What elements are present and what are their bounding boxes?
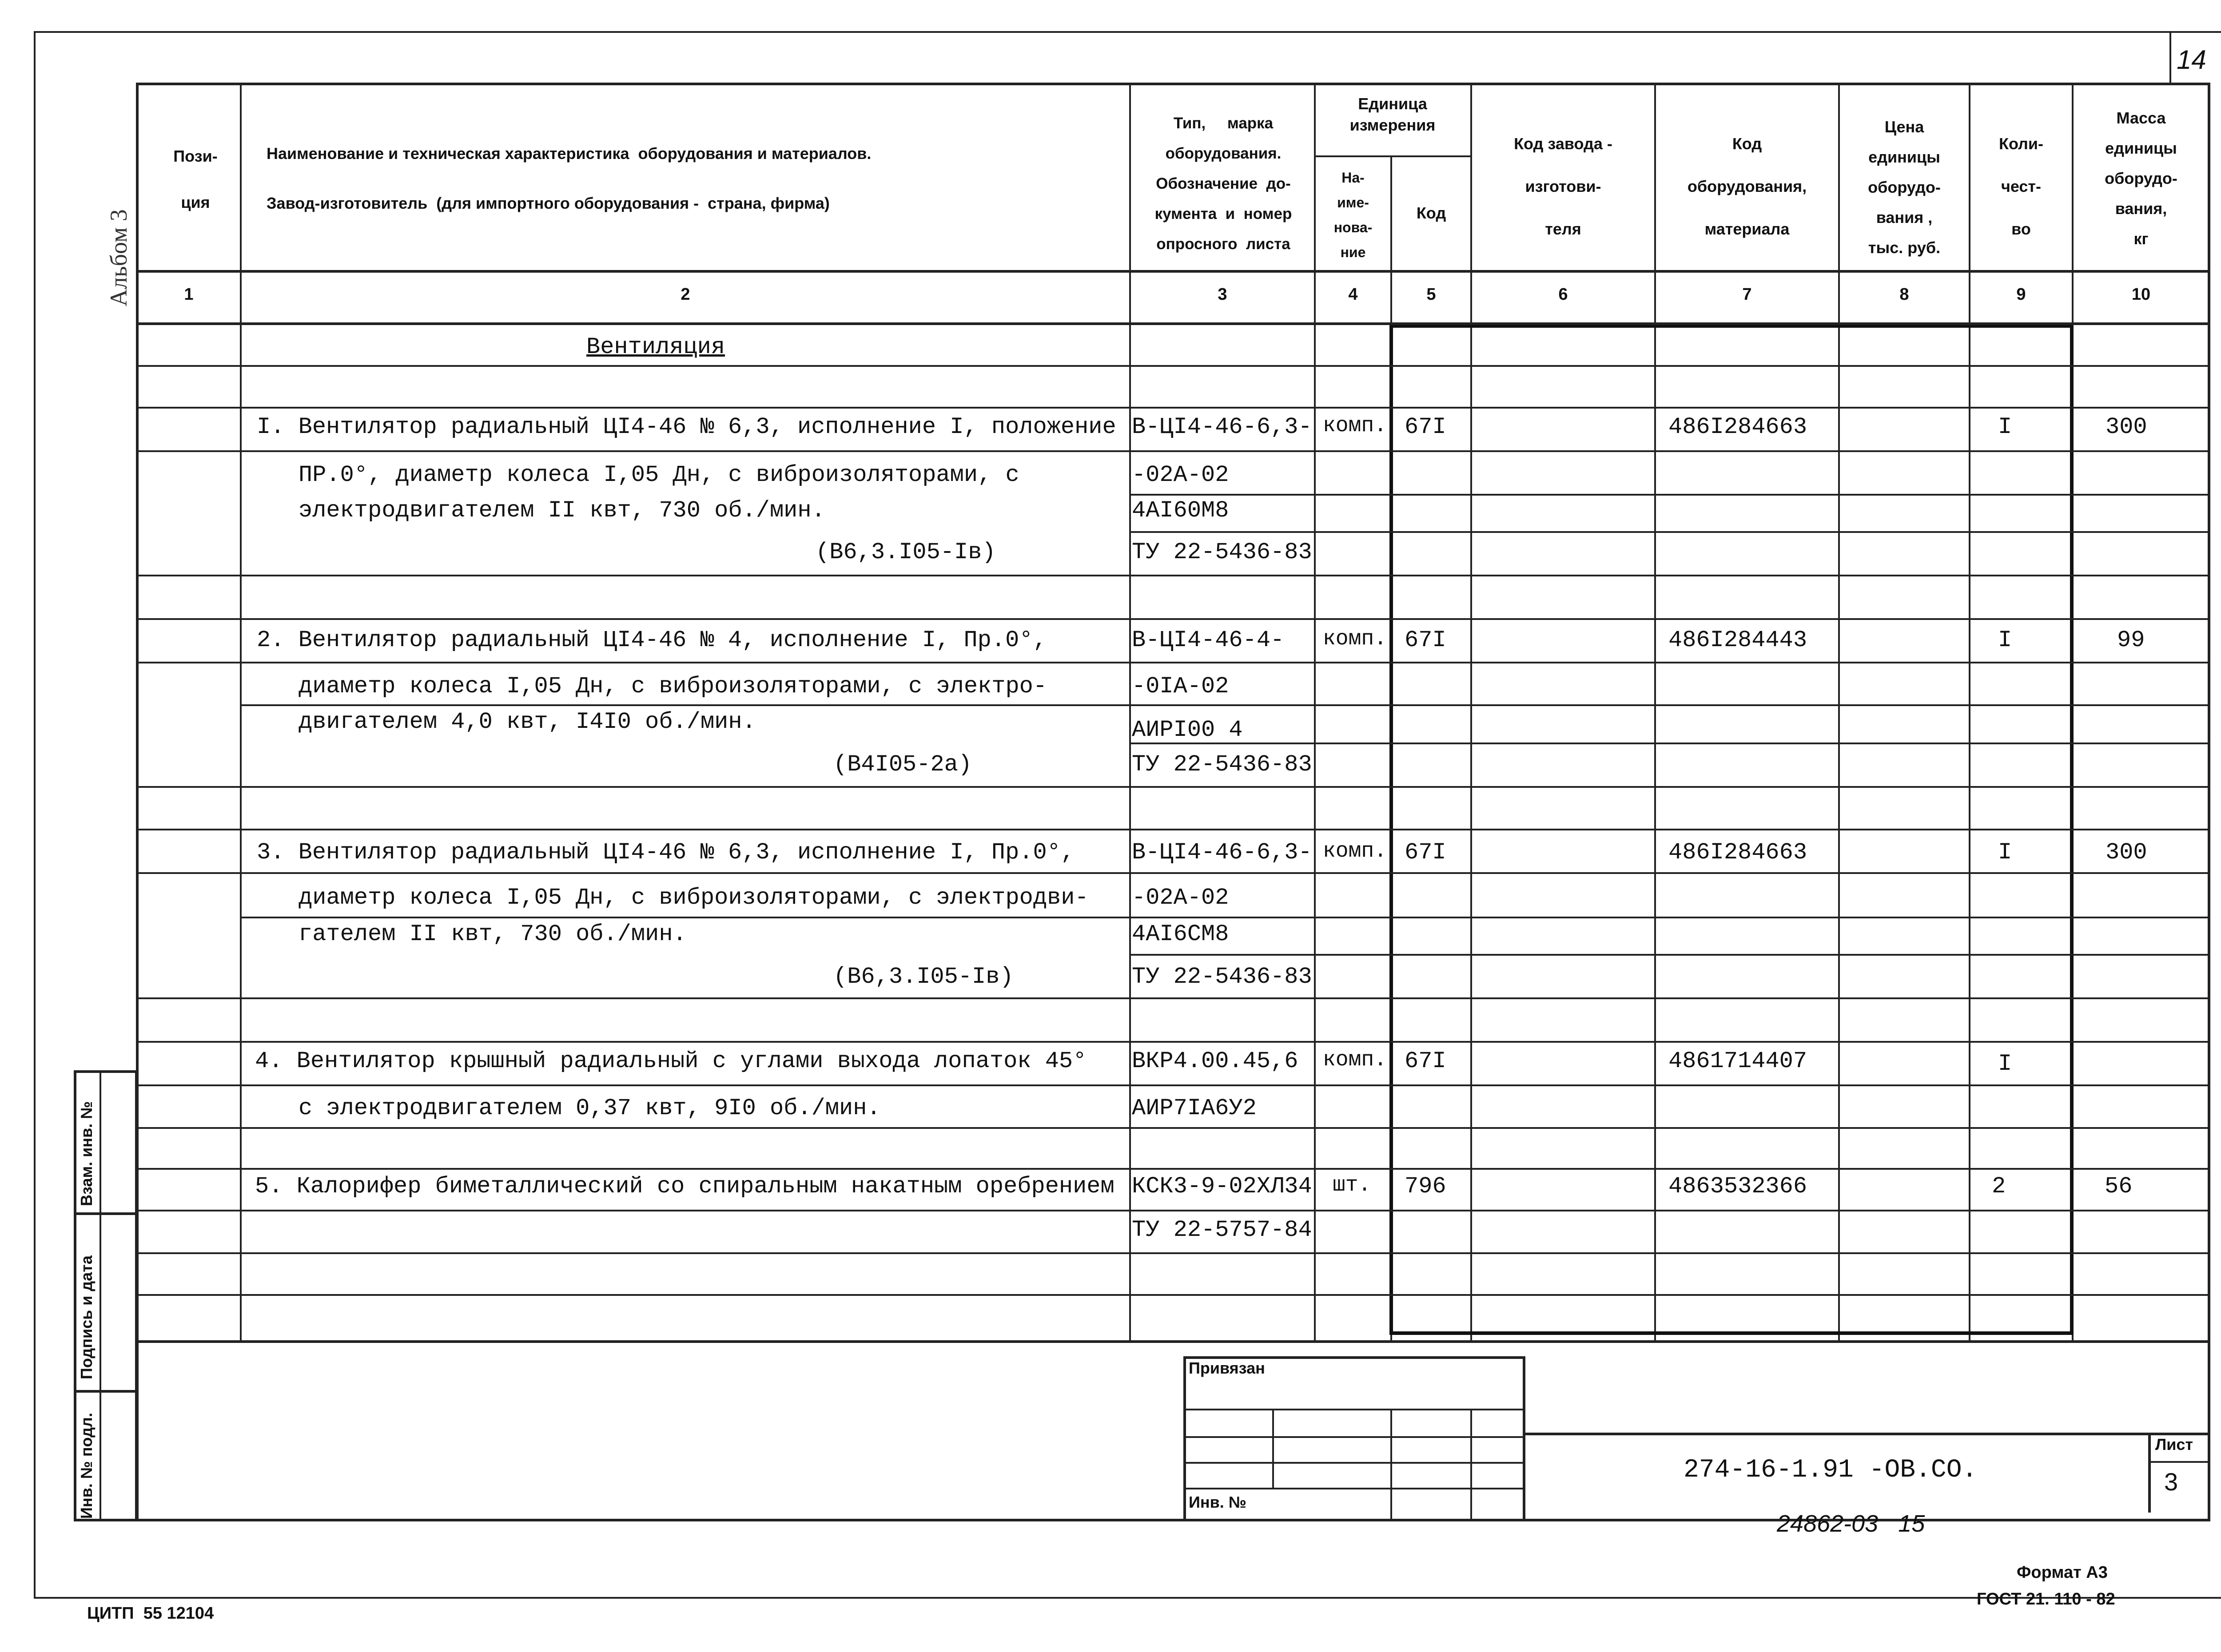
row-1-qty: I [1998,414,2012,440]
row-2c-name: двигателем 4,0 квт, I4I0 об./мин. [299,709,756,735]
row-1-type: В-ЦI4-46-6,3- [1132,414,1312,440]
side-stamp-vzam: Взам. инв. № [77,1101,96,1206]
row-3d-type: ТУ 22-5436-83 [1132,964,1312,990]
header-price: Цена единицы оборудо- вания , тыс. руб. [1868,118,1941,257]
row-1-unit: комп. [1323,414,1387,438]
row-3b-type: -02А-02 [1132,885,1229,911]
list-number: 3 [2164,1468,2178,1496]
row-4-name: 4. Вентилятор крышный радиальный с углами выхода лопаток 45° [255,1048,1087,1074]
row-4-code: 67I [1405,1048,1446,1074]
row-2-code: 67I [1405,627,1446,653]
header-unit-code: Код [1416,204,1446,222]
header-mass: Масса единицы оборудо- вания, кг [2105,109,2177,248]
footer-format: Формат А3 [2017,1563,2108,1582]
col-num-7: 7 [1742,285,1752,304]
row-3c-name: гателем II квт, 730 об./мин. [299,921,687,947]
col-num-9: 9 [2016,285,2026,304]
row-3c-type: 4АI6СМ8 [1132,921,1229,947]
row-1-mass: 300 [2106,414,2147,440]
row-5-mass: 56 [2105,1173,2133,1199]
row-5-type: КСК3-9-02ХЛ34 [1132,1173,1312,1199]
handwritten-number: 24862-03 15 [1777,1510,1925,1537]
row-2c-type: АИРI00 4 [1132,717,1243,743]
row-1-code: 67I [1405,414,1446,440]
row-5-name: 5. Калорифер биметаллический со спиральным накатным оребрением [255,1173,1114,1199]
row-3-qty: I [1998,839,2012,866]
inv-no-label: Инв. № [1189,1493,1246,1511]
row-2b-name: диаметр колеса I,05 Дн, с виброизоляторами, с электро- [299,673,1047,699]
row-3d-name: (В6,3.I05-Iв) [833,964,1014,990]
col-num-2: 2 [681,285,690,304]
header-name: Наименование и техническая характеристика оборудования и материалов. Завод-изготовитель (для импортного оборудования - страна, фирма) [267,144,872,212]
col-num-1: 1 [184,285,194,304]
col-num-5: 5 [1426,285,1436,304]
row-1d-name: (В6,3.I05-Iв) [816,539,996,565]
row-4-qty: I [1998,1051,2012,1077]
row-2-mass: 99 [2117,627,2145,653]
privyazan-label: Привязан [1189,1359,1265,1377]
document-code: 274-16-1.91 -ОВ.СО. [1684,1456,1978,1485]
row-2-type: В-ЦI4-46-4- [1132,627,1285,653]
header-equipment-code: Код оборудования, материала [1687,135,1807,238]
side-stamp-inv: Инв. № подл. [77,1413,96,1519]
col-num-6: 6 [1558,285,1568,304]
row-1-equip-code: 486I284663 [1668,414,1807,440]
row-3-name: 3. Вентилятор радиальный ЦI4-46 № 6,3, исполнение I, Пр.0°, [257,839,1075,866]
row-4-type: ВКР4.00.45,6 [1132,1048,1298,1074]
row-3-code: 67I [1405,839,1446,866]
row-5b-type: ТУ 22-5757-84 [1132,1217,1312,1243]
row-4b-type: АИР7IА6У2 [1132,1095,1257,1121]
row-3-equip-code: 486I284663 [1668,839,1807,866]
row-5-unit: шт. [1333,1173,1371,1197]
row-4-equip-code: 4861714407 [1668,1048,1807,1074]
row-1b-type: -02А-02 [1132,462,1229,488]
side-stamp-podpis: Подпись и дата [77,1255,96,1379]
header-type: Тип, марка оборудования. Обозначение до- кумента и номер опросного листа [1154,115,1292,253]
footer-gost: ГОСТ 21. 110 - 82 [1977,1590,2115,1608]
row-3-type: В-ЦI4-46-6,3- [1132,839,1312,866]
row-3-mass: 300 [2106,839,2147,866]
section-title: Вентиляция [586,334,725,360]
header-quantity: Коли- чест- во [1998,135,2044,238]
row-5-qty: 2 [1992,1173,2006,1199]
album-label: Альбом 3 [105,209,132,306]
col-num-4: 4 [1348,285,1358,304]
row-4-unit: комп. [1323,1048,1387,1072]
row-2d-name: (В4I05-2а) [833,751,972,778]
row-1-name: I. Вентилятор радиальный ЦI4-46 № 6,3, исполнение I, положение [257,414,1116,440]
header-position: Пози- ция [173,147,218,211]
list-label: Лист [2155,1435,2193,1453]
row-5-code: 796 [1405,1173,1446,1199]
row-2d-type: ТУ 22-5436-83 [1132,751,1312,778]
row-2-name: 2. Вентилятор радиальный ЦI4-46 № 4, исполнение I, Пр.0°, [257,627,1047,653]
row-4b-name: с электродвигателем 0,37 квт, 9I0 об./мин. [299,1095,881,1121]
row-3b-name: диаметр колеса I,05 Дн, с виброизоляторами, с электродви- [299,885,1089,911]
row-5-equip-code: 4863532366 [1668,1173,1807,1199]
row-1c-type: 4АI60М8 [1132,497,1229,524]
header-unit-group: Единица измерения [1349,95,1436,134]
row-2-unit: комп. [1323,627,1387,651]
col-num-8: 8 [1899,285,1909,304]
corner-sheet-number: 14 [2177,45,2206,75]
row-1d-type: ТУ 22-5436-83 [1132,539,1312,565]
header-unit-name: На- име- нова- ние [1333,170,1373,260]
row-2-qty: I [1998,627,2012,653]
col-num-10: 10 [2131,285,2151,304]
row-1b-name: ПР.0°, диаметр колеса I,05 Дн, с виброизоляторами, с [299,462,1019,488]
row-2-equip-code: 486I284443 [1668,627,1807,653]
row-2b-type: -0IА-02 [1132,673,1229,699]
footer-org: ЦИТП 55 12104 [87,1604,214,1623]
row-3-unit: комп. [1323,839,1387,863]
header-plant-code: Код завода - изготови- теля [1514,135,1612,238]
col-num-3: 3 [1218,285,1227,304]
row-1c-name: электродвигателем II квт, 730 об./мин. [299,497,825,524]
